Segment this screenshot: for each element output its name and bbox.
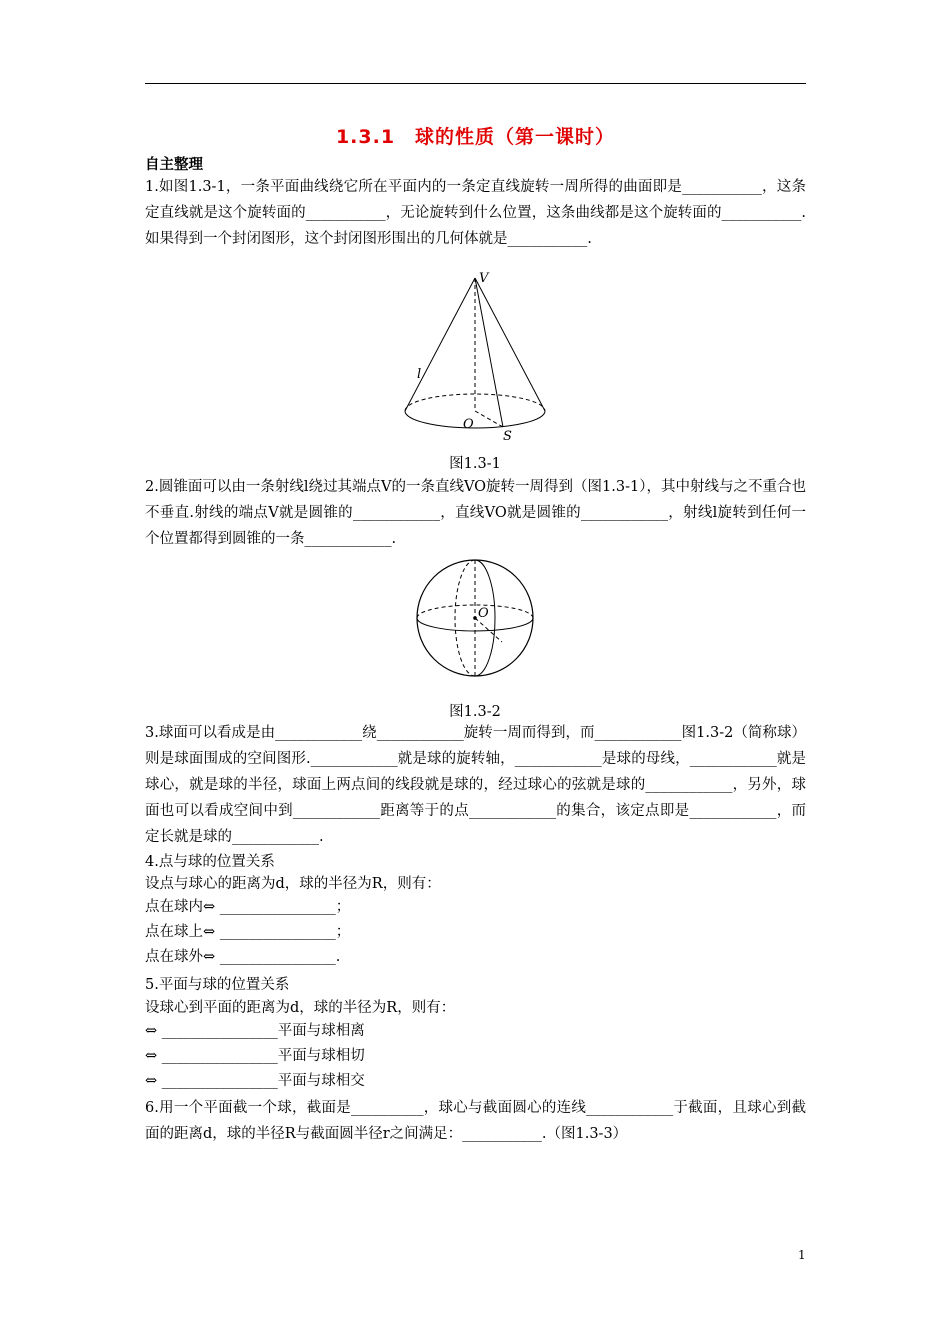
question-6: 6.用一个平面截一个球，截面是__________，球心与截面圆心的连线____________于截面，且球心到截面的距离d，球的半径R与截面圆半径r之间满足：___________.（图1.3-3） bbox=[145, 1100, 806, 1142]
center-label: O bbox=[463, 417, 474, 432]
page-title: 1.3.1 球的性质（第一课时） bbox=[335, 126, 616, 148]
cone-figure bbox=[395, 268, 565, 448]
figure-2-caption: 图1.3-2 bbox=[449, 704, 501, 720]
question-4-outside: 点在球外⇔ ________________. bbox=[145, 949, 341, 965]
question-5-title: 5.平面与球的位置关系 bbox=[145, 977, 290, 993]
question-1: 1.如图1.3-1，一条平面曲线绕它所在平面内的一条定直线旋转一周所得的曲面即是___________，这条定直线就是这个旋转面的___________，无论旋转到什么位置，这条曲线都是这个旋转面的___________.如果得到一个封闭图形，这个封闭图形围出的几何体就是___________. bbox=[145, 179, 806, 247]
page-number: 1 bbox=[798, 1248, 806, 1262]
question-4-intro: 设点与球心的距离为d，球的半径为R，则有： bbox=[145, 876, 441, 892]
question-4-inside: 点在球内⇔ ________________； bbox=[145, 899, 351, 915]
figure-1-caption: 图1.3-1 bbox=[449, 456, 501, 472]
question-5-separate: ⇔ ________________平面与球相离 bbox=[145, 1023, 365, 1039]
question-3: 3.球面可以看成是由____________绕____________旋转一周而得到，而____________图1.3-2（简称球）则是球面围成的空间图形.____________就是球的旋转轴，____________是球的母线，____________就是球心，就是球的半径，球面上两点间的线段就是球的，经过球心的弦就是球的____________，另外，球面也可以看成空间中到____________距离等于的点____________的集合，该定点即是____________，而定长就是球的____________. bbox=[145, 725, 806, 845]
sphere-figure bbox=[412, 557, 542, 687]
question-5-intersect: ⇔ ________________平面与球相交 bbox=[145, 1073, 365, 1089]
sphere-center-label: O bbox=[478, 606, 489, 621]
header-rule bbox=[145, 83, 806, 84]
slant-label: l bbox=[417, 367, 422, 382]
apex-label: V bbox=[479, 271, 489, 286]
question-5-tangent: ⇔ ________________平面与球相切 bbox=[145, 1048, 365, 1064]
question-4-title: 4.点与球的位置关系 bbox=[145, 854, 275, 870]
question-2: 2.圆锥面可以由一条射线l绕过其端点V的一条直线VO旋转一周得到（图1.3-1），其中射线与之不重合也不垂直.射线的端点V就是圆锥的____________，直线VO就是圆锥的____________，射线l旋转到任何一个位置都得到圆锥的一条____________. bbox=[145, 479, 806, 547]
question-4-on: 点在球上⇔ ________________； bbox=[145, 924, 351, 940]
section-heading: 自主整理 bbox=[145, 157, 203, 173]
question-5-intro: 设球心到平面的距离为d，球的半径为R，则有： bbox=[145, 1000, 456, 1016]
point-label: S bbox=[503, 429, 512, 444]
